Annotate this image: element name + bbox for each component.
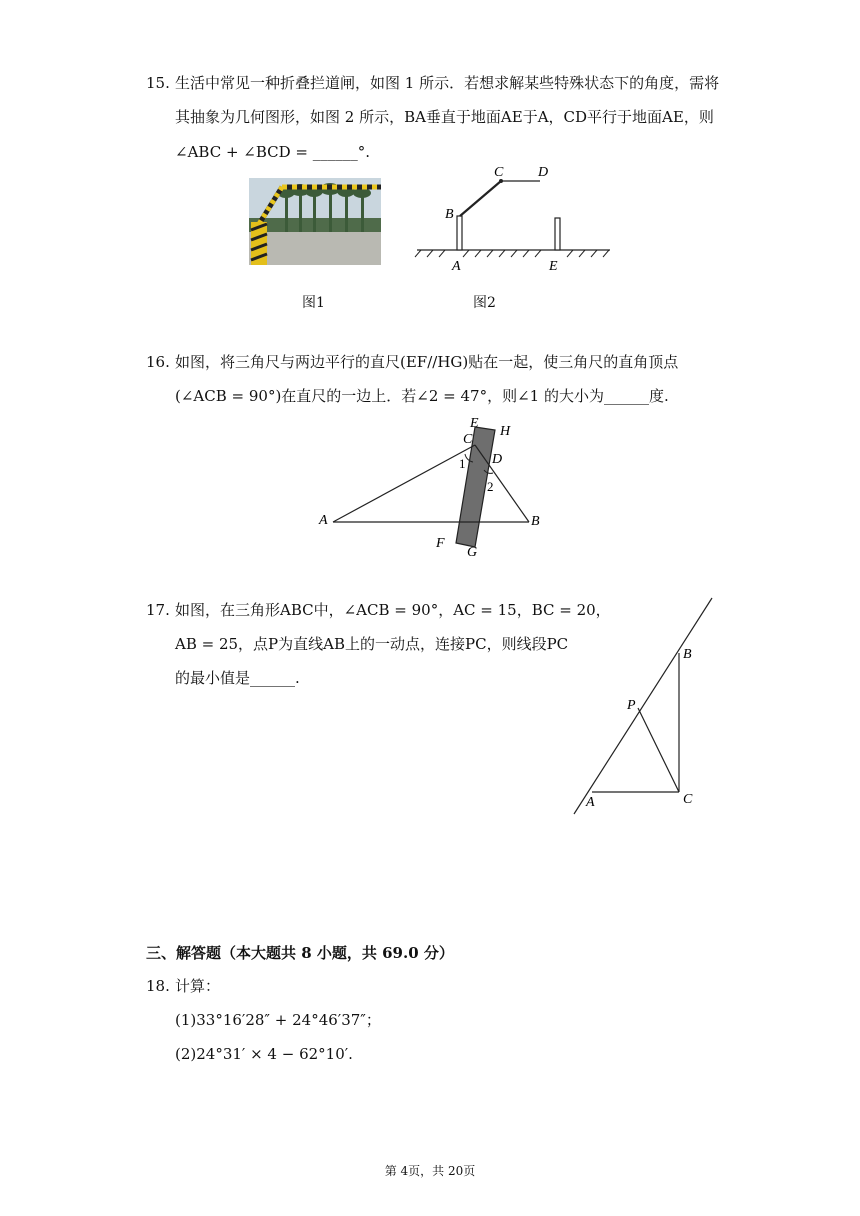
figure-2-caption: 图2 <box>473 295 496 311</box>
section-3-heading: 三、解答题（本大题共 8 小题，共 69.0 分） <box>146 944 454 962</box>
question-17-line-2: AB = 25，点P为直线AB上的一动点，连接PC，则线段PC <box>175 635 569 653</box>
label-a: A <box>586 795 595 810</box>
label-a: A <box>452 259 461 274</box>
label-g: G <box>467 545 478 560</box>
post-e <box>555 218 560 250</box>
label-b: B <box>531 514 540 529</box>
question-17-line-3: 的最小值是______. <box>175 669 300 687</box>
label-c: C <box>463 432 473 447</box>
question-18-part-1: (1)33°16′28″ + 24°46′37″； <box>175 1011 381 1029</box>
label-e: E <box>470 416 479 431</box>
figure-1-caption: 图1 <box>302 295 325 311</box>
question-15-line-2: 其抽象为几何图形，如图 2 所示，BA垂直于地面AE于A，CD平行于地面AE，则 <box>175 108 714 126</box>
label-angle-1: 1 <box>459 456 466 471</box>
question-15-line-1: 生活中常见一种折叠拦道闸，如图 1 所示．若想求解某些特殊状态下的角度，需将 <box>175 74 720 92</box>
label-h: H <box>500 424 511 439</box>
question-17-figure <box>565 593 725 823</box>
figure-2-diagram <box>405 160 615 278</box>
label-e: E <box>549 259 558 274</box>
post-a <box>457 216 462 250</box>
question-17-number: 17. <box>146 601 170 619</box>
label-d: D <box>538 165 549 180</box>
question-18-part-2: (2)24°31′ × 4 − 62°10′. <box>175 1045 353 1063</box>
question-17-line-1: 如图，在三角形ABC中，∠ACB = 90°，AC = 15，BC = 20， <box>175 601 611 619</box>
page-footer: 第 4页，共 20页 <box>384 1164 476 1178</box>
question-18-number: 18. <box>146 977 170 995</box>
label-b: B <box>445 207 454 222</box>
label-p: P <box>627 698 636 713</box>
label-f: F <box>436 536 445 551</box>
label-angle-2: 2 <box>487 479 494 494</box>
label-c: C <box>683 792 693 807</box>
label-a: A <box>319 513 328 528</box>
label-d: D <box>492 452 503 467</box>
question-16-number: 16. <box>146 353 170 371</box>
label-c: C <box>494 165 504 180</box>
question-15-number: 15. <box>146 74 170 92</box>
question-18-intro: 计算： <box>175 977 221 995</box>
question-15-line-3: ∠ABC + ∠BCD = ______°. <box>175 143 371 161</box>
question-16-line-2: (∠ACB = 90°)在直尺的一边上．若∠2 = 47°，则∠1 的大小为______度. <box>175 387 669 405</box>
question-16-line-1: 如图，将三角尺与两边平行的直尺(EF//HG)贴在一起，使三角尺的直角顶点 <box>175 353 679 371</box>
barrier-gate-photo <box>249 178 381 265</box>
question-16-figure <box>310 410 550 560</box>
label-b: B <box>683 647 692 662</box>
